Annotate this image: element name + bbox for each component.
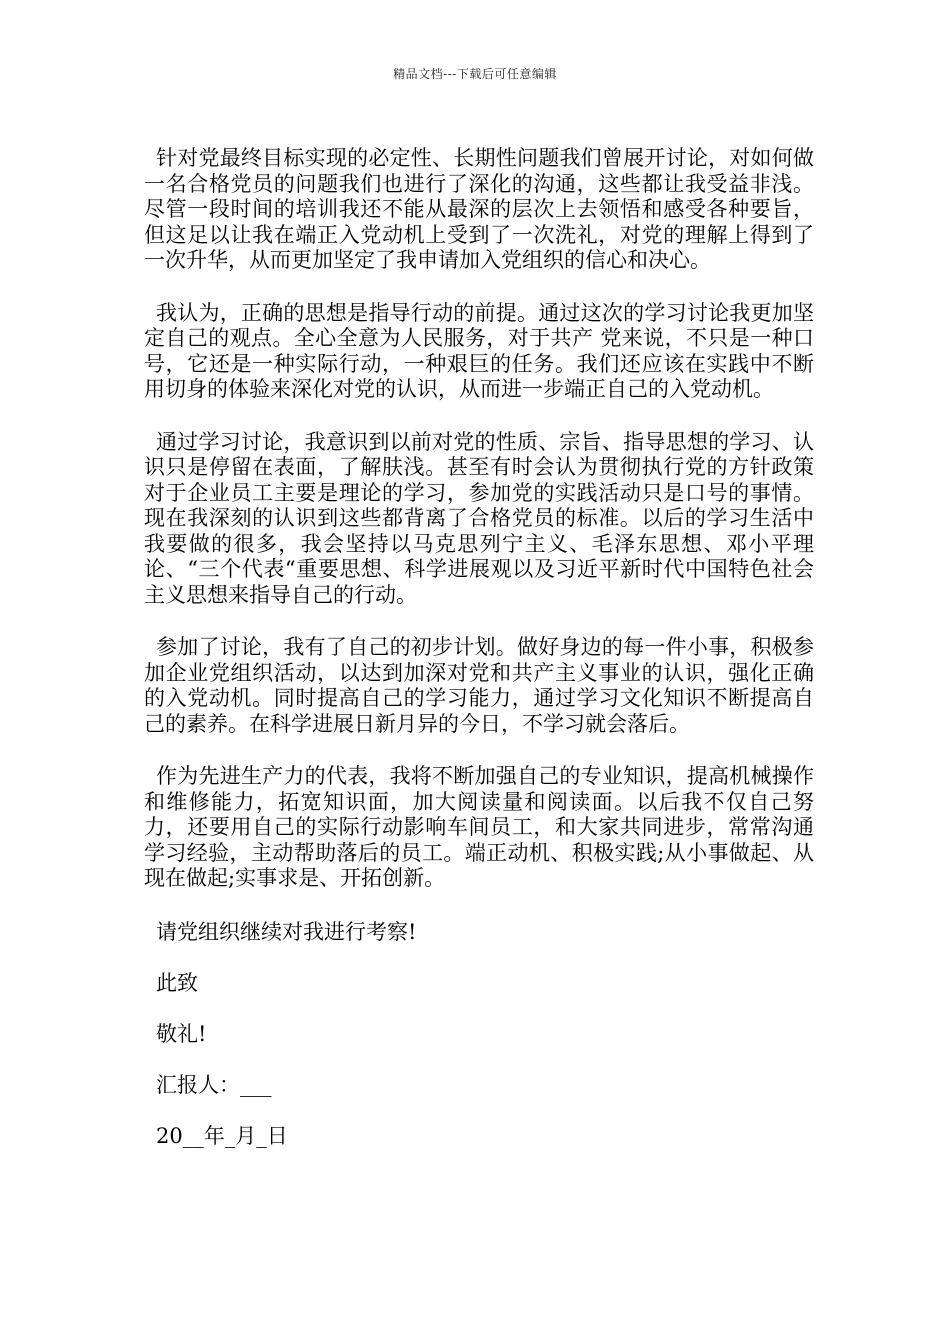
body-paragraph-3: 通过学习讨论，我意识到以前对党的性质、宗旨、指导思想的学习、认识只是停留在表面，了解肤浅。甚至有时会认为贯彻执行党的方针政策对于企业员工主要是理论的学习，参加党的实践活动只是口号的事情。现在我深刻的认识到这些都背离了合格党员的标准。以后的学习生活中我要做的很多，我会坚持以马克思列宁主义、毛泽东思想、邓小平理论、“三个代表“重要思想、科学进展观以及习近平新时代中国特色社会主义思想来指导自己的行动。 bbox=[144, 429, 814, 607]
closing-salutation: 此致 bbox=[156, 970, 198, 995]
body-paragraph-4: 参加了讨论，我有了自己的初步计划。做好身边的每一件小事，积极参加企业党组织活动，以达到加深对党和共产主义事业的认识，强化正确的入党动机。同时提高自己的学习能力，通过学习文化知识不断提高自己的素养。在科学进展日新月异的今日，不学习就会落后。 bbox=[144, 635, 814, 736]
document-body bbox=[144, 146, 814, 1174]
closing-regards: 敬礼! bbox=[156, 1021, 207, 1046]
date-line: 20__年_月_日 bbox=[156, 1123, 288, 1148]
body-paragraph-5: 作为先进生产力的代表，我将不断加强自己的专业知识，提高机械操作和维修能力，拓宽知识面，加大阅读量和阅读面。以后我不仅自己努力，还要用自己的实际行动影响车间员工，和大家共同进步，常常沟通学习经验，主动帮助落后的员工。端正动机、积极实践;从小事做起、从现在做起;实事求是、开拓创新。 bbox=[144, 764, 814, 890]
closing-request: 请党组织继续对我进行考察! bbox=[156, 919, 417, 944]
body-paragraph-2: 我认为，正确的思想是指导行动的前提。通过这次的学习讨论我更加坚定自己的观点。全心全意为人民服务，对于共产 党来说，不只是一种口号，它还是一种实际行动，一种艰巨的任务。我们还应该在实践中不断用切身的体验来深化对党的认识，从而进一步端正自己的入党动机。 bbox=[144, 300, 814, 401]
body-paragraph-1: 针对党最终目标实现的必定性、长期性问题我们曾展开讨论，对如何做一名合格党员的问题我们也进行了深化的沟通，这些都让我受益非浅。尽管一段时间的培训我还不能从最深的层次上去领悟和感受各种要旨，但这足以让我在端正入党动机上受到了一次洗礼，对党的理解上得到了一次升华，从而更加坚定了我申请加入党组织的信心和决心。 bbox=[144, 146, 814, 272]
page-header-watermark: 精品文档---下载后可任意编辑 bbox=[393, 67, 557, 81]
reporter-signature-line: 汇报人：___ bbox=[156, 1072, 272, 1097]
